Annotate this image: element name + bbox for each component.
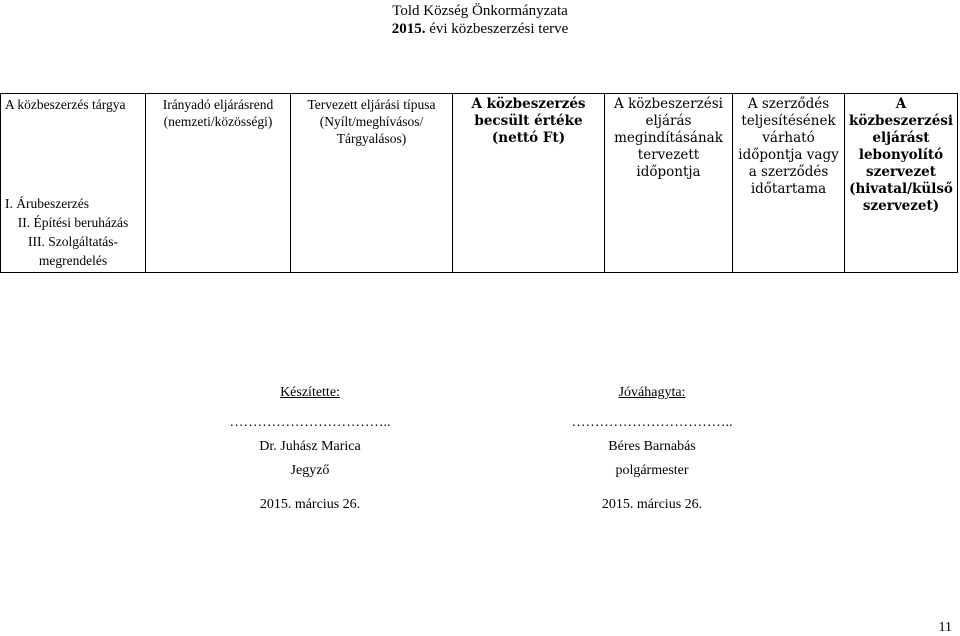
document-subtitle	[0, 20, 960, 38]
plan-year: 2015.	[391, 21, 426, 37]
contract-period-header: A szerződés teljesítésének várható időpontja vagy a szerződés időtartama	[733, 94, 845, 273]
prepared-by-label: Készítette:	[280, 385, 340, 400]
subject-column-header: A közbeszerzés tárgya	[5, 97, 126, 112]
page-number: 11	[938, 620, 952, 635]
signature-date: 2015. március 26.	[259, 497, 361, 512]
start-date-header: A közbeszerzési eljárás megindításának tervezett időpontja	[605, 94, 733, 273]
right-signature-block	[552, 384, 752, 514]
document-title: Told Község Önkormányzata	[392, 3, 568, 19]
list-item: I. Árubeszerzés	[5, 196, 89, 211]
signer-role: Jegyző	[290, 463, 330, 478]
signature-line: ……………………………..	[229, 415, 391, 430]
list-item: II. Építési beruházás	[17, 215, 129, 230]
table-row	[1, 94, 958, 273]
procedure-regime-header: Irányadó eljárásrend (nemzeti/közösségi)	[146, 94, 291, 273]
approved-by-label: Jóváhagyta:	[618, 385, 686, 400]
subject-category-list	[5, 194, 141, 270]
signer-name: Béres Barnabás	[608, 439, 696, 454]
signer-name: Dr. Juhász Marica	[259, 439, 361, 454]
organizer-header: A közbeszerzési eljárást lebonyolító szervezet (hivatal/külső szervezet)	[845, 94, 958, 273]
plan-name: évi közbeszerzési terve	[425, 21, 569, 37]
procurement-plan-table	[0, 93, 958, 273]
estimated-value-header: A közbeszerzés becsült értéke (nettó Ft)	[453, 94, 605, 273]
list-item: III. Szolgáltatás-megrendelés	[28, 234, 118, 268]
left-signature-block	[210, 384, 410, 514]
signature-line: ……………………………..	[571, 415, 733, 430]
signature-date: 2015. március 26.	[601, 497, 703, 512]
signer-role: polgármester	[615, 463, 689, 478]
procedure-type-header: Tervezett eljárási típusa (Nyílt/meghívásos/ Tárgyalásos)	[291, 94, 453, 273]
subject-column-cell	[1, 94, 146, 273]
